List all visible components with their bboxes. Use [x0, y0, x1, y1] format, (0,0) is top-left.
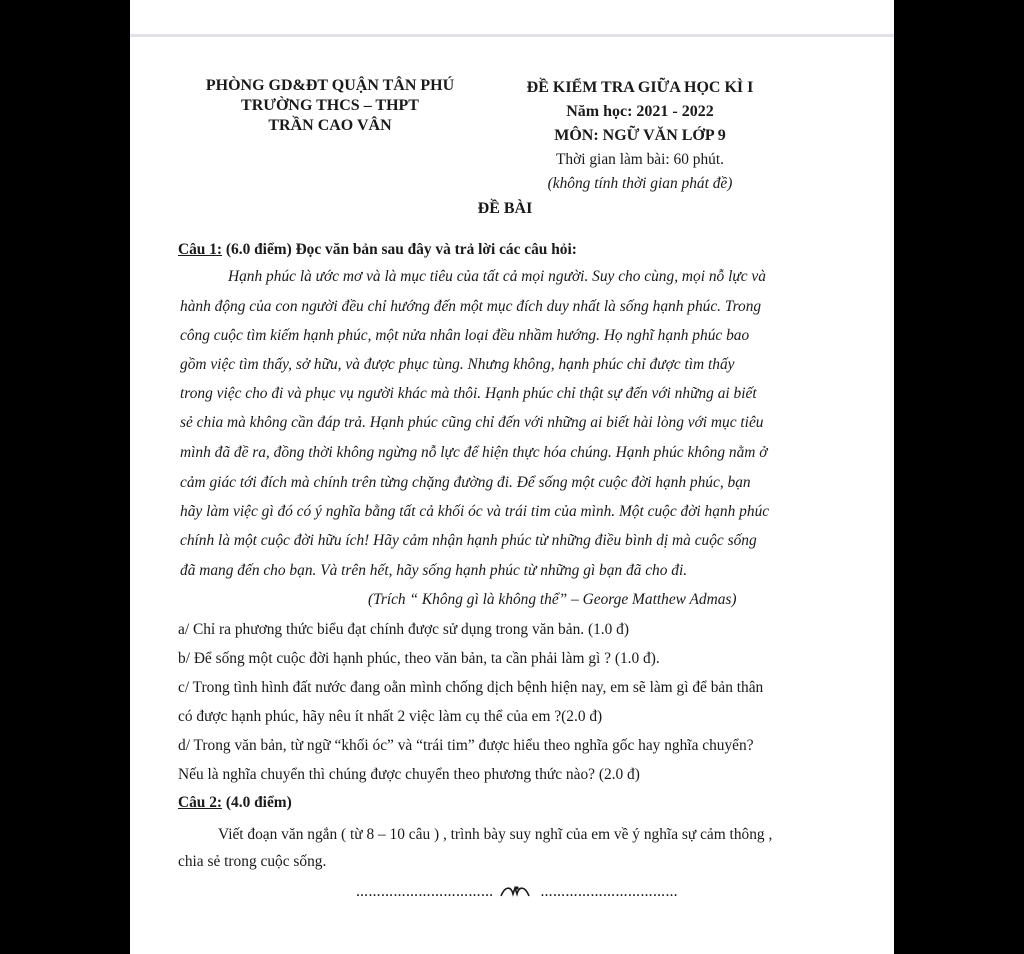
exam-title: ĐỀ BÀI — [477, 200, 533, 217]
q2-heading-text: (4.0 điểm) — [222, 794, 292, 811]
passage-line: đã mang đến cho bạn. Và trên hết, hãy sống hạnh phúc từ những gì bạn đã cho đi. — [180, 562, 688, 579]
header-left — [190, 76, 470, 136]
separator-dots-right: …………………………… — [540, 884, 678, 899]
department-name: PHÒNG GD&ĐT QUẬN TÂN PHÚ — [205, 77, 455, 94]
school-year: Năm học: 2021 - 2022 — [566, 103, 714, 120]
question-b: b/ Để sống một cuộc đời hạnh phúc, theo văn bản, ta cần phải làm gì ? (1.0 đ). — [178, 650, 660, 667]
question-d: d/ Trong văn bản, từ ngữ “khối óc” và “trái tim” được hiểu theo nghĩa gốc hay nghĩa chuyển? — [178, 737, 754, 754]
end-separator — [356, 884, 678, 902]
q1-heading — [178, 241, 577, 259]
passage-line: gồm việc tìm thấy, sở hữu, và được phục tùng. Nhưng không, hạnh phúc chỉ được tìm thấy — [180, 356, 735, 373]
time-limit: Thời gian làm bài: 60 phút. — [555, 151, 724, 168]
passage-line: trong việc cho đi và phục vụ người khác mà thôi. Hạnh phúc chỉ thật sự đến với những ai biết — [180, 385, 757, 402]
passage-line: hành động của con người đều chỉ hướng đến một mục đích duy nhất là sống hạnh phúc. Trong — [180, 298, 762, 315]
header-right — [500, 76, 780, 196]
q2-prompt: Viết đoạn văn ngắn ( từ 8 – 10 câu ) , trình bày suy nghĩ của em về ý nghĩa sự cảm thông , — [218, 826, 773, 843]
q2-prompt-cont: chia sẻ trong cuộc sống. — [178, 853, 327, 870]
school-name-line2: TRẦN CAO VÂN — [268, 117, 392, 134]
question-d-cont: Nếu là nghĩa chuyển thì chúng được chuyển theo phương thức nào? (2.0 đ) — [178, 766, 640, 783]
question-c-cont: có được hạnh phúc, hãy nêu ít nhất 2 việc làm cụ thể của em ?(2.0 đ) — [178, 708, 603, 725]
passage-source: (Trích “ Không gì là không thể” – George Matthew Admas) — [368, 591, 737, 608]
q1-heading-text: (6.0 điểm) Đọc văn bản sau đây và trả lời các câu hỏi: — [222, 241, 577, 258]
passage-line: công cuộc tìm kiếm hạnh phúc, một nửa nhân loại đều nhầm hướng. Họ nghĩ hạnh phúc bao — [180, 327, 750, 344]
passage-line: mình đã đề ra, đồng thời không ngừng nỗ lực để hiện thực hóa chúng. Hạnh phúc không nằm ở — [180, 444, 768, 461]
school-name-line1: TRƯỜNG THCS – THPT — [241, 97, 419, 114]
time-note: (không tính thời gian phát đề) — [547, 175, 733, 192]
q2-heading — [178, 794, 292, 812]
passage-line: cảm giác tới đích mà chính trên từng chặng đường đi. Để sống một cuộc đời hạnh phúc, bạn — [180, 474, 751, 491]
passage-line: chính là một cuộc đời hữu ích! Hãy cảm nhận hạnh phúc từ những điều bình dị mà cuộc sống — [180, 532, 757, 549]
page-top-border — [130, 34, 894, 37]
exam-page — [130, 0, 894, 954]
passage-line: hãy làm việc gì đó có ý nghĩa bằng tất cả khối óc và trái tim của mình. Một cuộc đời hạnh phúc — [180, 503, 770, 520]
ornament-icon — [499, 884, 535, 902]
subject: MÔN: NGỮ VĂN LỚP 9 — [554, 127, 726, 144]
passage-line: sẻ chia mà không cần đáp trả. Hạnh phúc cũng chỉ đến với những ai biết hài lòng với mục tiêu — [180, 414, 764, 431]
question-c: c/ Trong tình hình đất nước đang oằn mình chống dịch bệnh hiện nay, em sẽ làm gì để bản thân — [178, 679, 764, 696]
question-a: a/ Chỉ ra phương thức biểu đạt chính được sử dụng trong văn bản. (1.0 đ) — [178, 621, 629, 638]
q1-label: Câu 1: — [178, 241, 223, 258]
exam-name: ĐỀ KIỂM TRA GIỮA HỌC KÌ I — [526, 79, 754, 96]
q2-label: Câu 2: — [178, 794, 223, 811]
separator-dots-left: …………………………… — [356, 884, 494, 899]
passage-line: Hạnh phúc là ước mơ và là mục tiêu của tất cả mọi người. Suy cho cùng, mọi nỗ lực và — [228, 268, 766, 285]
